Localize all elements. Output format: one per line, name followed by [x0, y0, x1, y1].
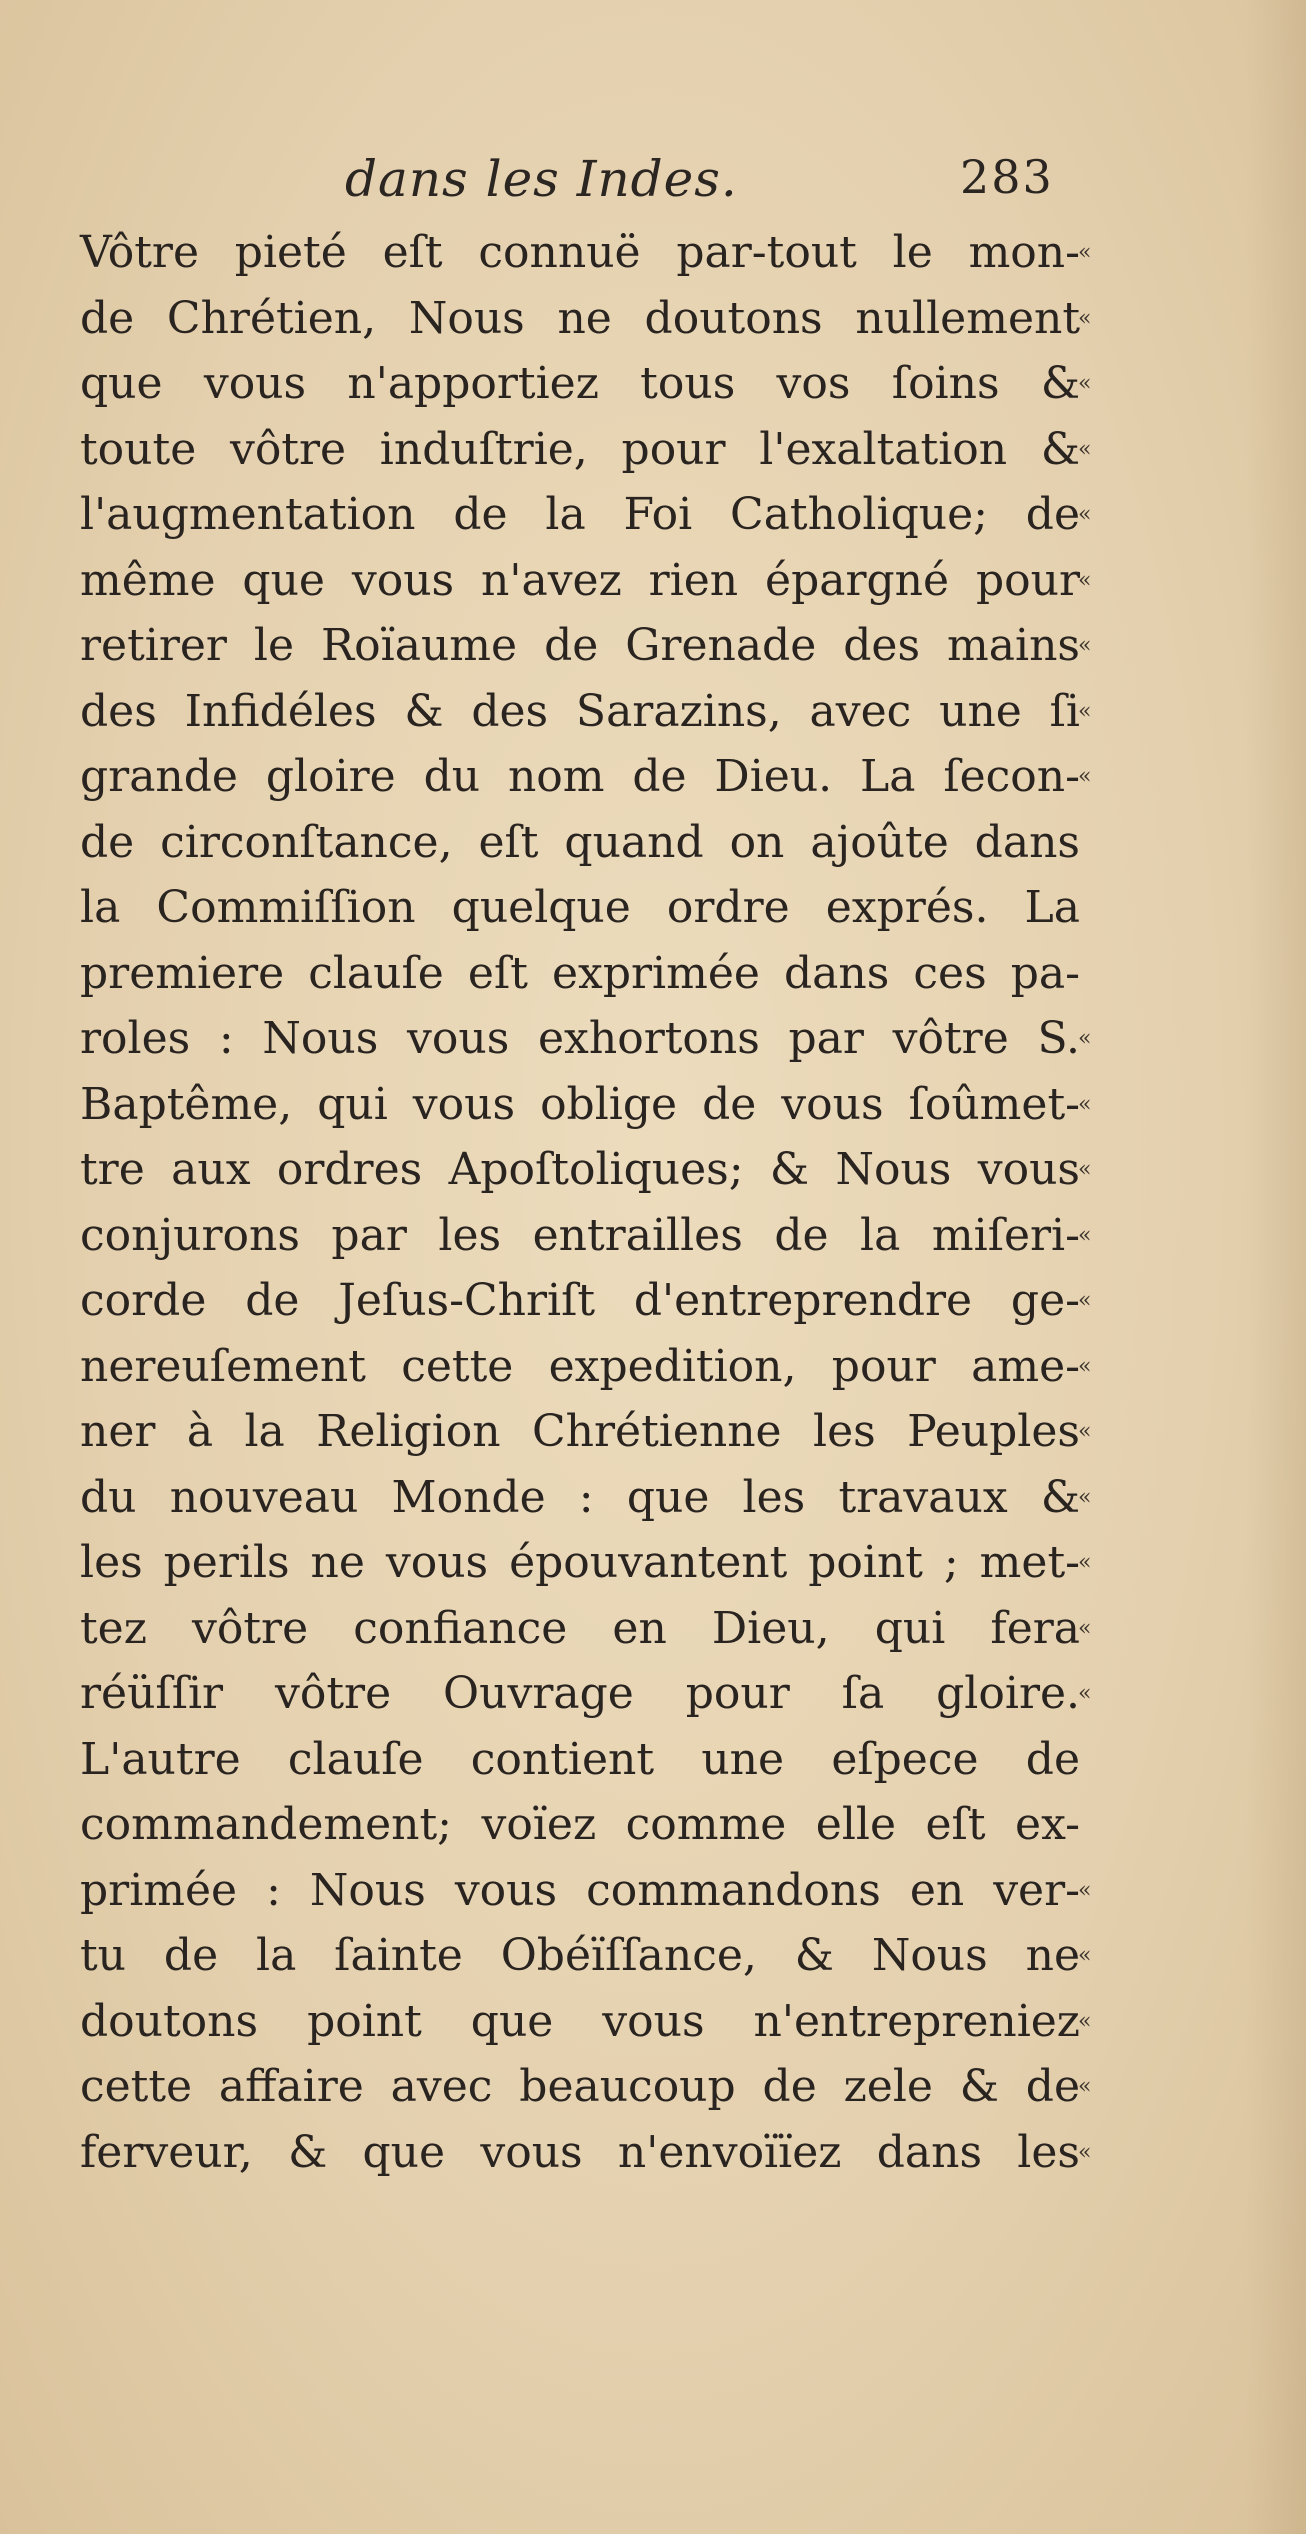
quotation-mark: «: [1078, 567, 1092, 593]
quotation-mark: [1078, 1792, 1118, 1858]
quotation-mark: «: [1078, 1157, 1092, 1182]
quotation-mark: «: [1078, 1419, 1092, 1444]
quotation-mark: «: [1078, 1353, 1092, 1379]
text-line: nereuſement cette expedition, pour ame-: [80, 1340, 1080, 1392]
text-line: doutons point que vous n'entrepreniez: [80, 1995, 1080, 2047]
margin-quotation-marks: [1078, 220, 1118, 2185]
quotation-mark: «: [1078, 305, 1092, 331]
text-line: même que vous n'avez rien épargné pour: [80, 554, 1080, 606]
text-line: tez vôtre confiance en Dieu, qui fera: [80, 1602, 1080, 1654]
text-line: ferveur, & que vous n'envoïïez dans les: [80, 2126, 1080, 2178]
text-line: cette affaire avec beaucoup de zele & de: [80, 2061, 1080, 2112]
quotation-mark: «: [1078, 2008, 1092, 2034]
quotation-mark: «: [1078, 1484, 1092, 1510]
text-line: des Infidéles & des Sarazins, avec une ſi: [80, 685, 1080, 737]
text-line: réüſſir vôtre Ouvrage pour ſa gloire.: [80, 1668, 1080, 1719]
text-line: corde de Jeſus-Chriſt d'entreprendre ge-: [80, 1275, 1080, 1326]
quotation-mark: «: [1078, 240, 1092, 265]
quotation-mark: «: [1078, 502, 1092, 527]
text-line: toute vôtre induſtrie, pour l'exaltation &: [80, 423, 1080, 475]
quotation-mark: «: [1078, 1615, 1092, 1641]
quotation-mark: «: [1078, 2139, 1092, 2165]
text-line: l'augmentation de la Foi Catholique; de: [80, 489, 1080, 540]
text-line: de Chrétien, Nous ne doutons nullement: [80, 292, 1080, 344]
text-line: Baptême, qui vous oblige de vous ſoûmet-: [80, 1078, 1080, 1130]
text-line: du nouveau Monde : que les travaux &: [80, 1471, 1080, 1523]
text-line: tre aux ordres Apoſtoliques; & Nous vous: [80, 1144, 1080, 1195]
quotation-mark: «: [1078, 1877, 1092, 1903]
text-line: que vous n'apportiez tous vos ſoins &: [80, 358, 1080, 409]
quotation-mark: «: [1078, 1222, 1092, 1248]
quotation-mark: «: [1078, 698, 1092, 724]
quotation-mark: «: [1078, 1288, 1092, 1313]
body-text: [80, 220, 1080, 2185]
quotation-mark: «: [1078, 1091, 1092, 1117]
text-line: commandement; voïez comme elle eſt ex-: [80, 1799, 1080, 1850]
text-line: ner à la Religion Chrétienne les Peuples: [80, 1406, 1080, 1457]
quotation-mark: «: [1078, 633, 1092, 658]
text-line: la Commiſſion quelque ordre exprés. La: [80, 882, 1080, 933]
running-title: dans les Indes.: [345, 150, 738, 208]
text-line: Vôtre pieté eſt connuë par-tout le mon-: [80, 227, 1080, 278]
text-line: premiere clauſe eſt exprimée dans ces pa-: [80, 947, 1080, 999]
text-line: L'autre clauſe contient une eſpece de: [80, 1733, 1080, 1785]
quotation-mark: «: [1078, 1550, 1092, 1575]
page-number: 283: [960, 150, 1054, 204]
text-line: grande gloire du nom de Dieu. La ſecon-: [80, 751, 1080, 802]
text-line: tu de la ſainte Obéïſſance, & Nous ne: [80, 1930, 1080, 1981]
quotation-mark: «: [1078, 371, 1092, 396]
text-line: retirer le Roïaume de Grenade des mains: [80, 620, 1080, 671]
page-header: [0, 150, 1306, 210]
quotation-mark: «: [1078, 436, 1092, 462]
quotation-mark: [1078, 941, 1118, 1007]
text-line: de circonſtance, eſt quand on ajoûte dans: [80, 816, 1080, 868]
text-line: primée : Nous vous commandons en ver-: [80, 1864, 1080, 1916]
text-line: les perils ne vous épouvantent point ; met-: [80, 1537, 1080, 1588]
quotation-mark: [1078, 810, 1118, 876]
text-line: roles : Nous vous exhortons par vôtre S.: [80, 1013, 1080, 1064]
quotation-mark: «: [1078, 2074, 1092, 2099]
quotation-mark: «: [1078, 1026, 1092, 1051]
quotation-mark: «: [1078, 1943, 1092, 1968]
quotation-mark: [1078, 1727, 1118, 1793]
quotation-mark: «: [1078, 764, 1092, 789]
quotation-mark: «: [1078, 1681, 1092, 1706]
quotation-mark: [1078, 875, 1118, 941]
text-line: conjurons par les entrailles de la miſeri-: [80, 1209, 1080, 1261]
